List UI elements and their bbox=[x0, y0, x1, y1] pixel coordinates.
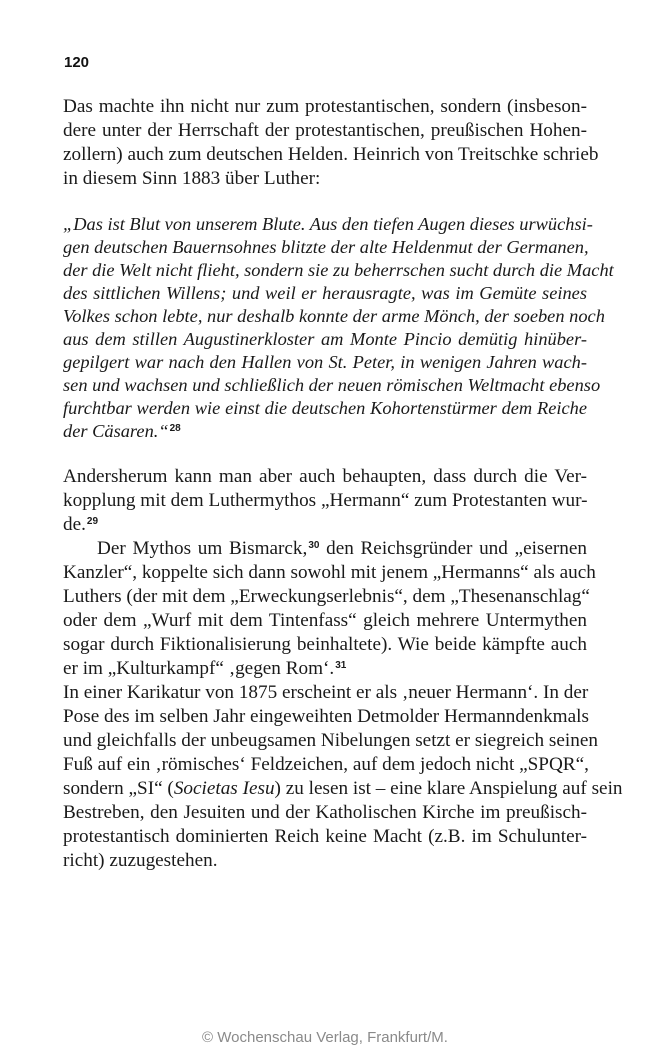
copyright-footer: © Wochenschau Verlag, Frankfurt/M. bbox=[202, 1029, 448, 1046]
body-text-line: kopplung mit dem Luthermythos „Hermann“ zum Protestanten wur- bbox=[63, 490, 588, 511]
body-text-line: protestantisch dominierten Reich keine Macht (z.B. im Schulunter- bbox=[63, 826, 587, 847]
body-text-line: zollern) auch zum deutschen Helden. Heinrich von Treitschke schrieb bbox=[63, 144, 599, 165]
body-text-line: Das machte ihn nicht nur zum protestantischen, sondern (insbeson- bbox=[63, 96, 587, 117]
quote-line: „Das ist Blut von unserem Blute. Aus den tiefen Augen dieses urwüchsi- bbox=[63, 214, 593, 234]
body-text-line: sogar durch Fiktionalisierung beinhaltete). Wie beide kämpfte auch bbox=[63, 634, 587, 655]
quote-line: gepilgert war nach den Hallen von St. Peter, in wenigen Jahren wach- bbox=[63, 352, 587, 372]
body-text-line: Kanzler“, koppelte sich dann sowohl mit jenem „Hermanns“ als auch bbox=[63, 562, 596, 583]
body-text-line: richt) zuzugestehen. bbox=[63, 850, 218, 871]
quote-end-text: der Cäsaren.“ bbox=[63, 421, 169, 441]
body-text-line: Pose des im selben Jahr eingeweihten Detmolder Hermanndenkmals bbox=[63, 706, 589, 727]
quote-line: furchtbar werden wie einst die deutschen Kohortenstürmer dem Reiche bbox=[63, 398, 587, 418]
body-text: sondern „SI“ ( bbox=[63, 778, 174, 799]
quote-line: Volkes schon lebte, nur deshalb konnte der arme Mönch, der soeben noch bbox=[63, 306, 605, 326]
body-text-line: Bestreben, den Jesuiten und der Katholischen Kirche im preußisch- bbox=[63, 802, 587, 823]
body-text: ) zu lesen ist – eine klare Anspielung auf sein bbox=[274, 778, 623, 799]
quote-line: gen deutschen Bauernsohnes blitzte der alte Heldenmut der Germanen, bbox=[63, 237, 589, 257]
body-text-line: Andersherum kann man aber auch behaupten, dass durch die Ver- bbox=[63, 466, 587, 487]
body-text-line bbox=[63, 777, 623, 801]
body-text-line: in diesem Sinn 1883 über Luther: bbox=[63, 168, 321, 189]
body-text: er im „Kulturkampf“ ‚gegen Rom‘. bbox=[63, 658, 335, 679]
quote-line: der die Welt nicht flieht, sondern sie zu beherrschen sucht durch die Macht bbox=[63, 260, 614, 280]
body-text: Der Mythos um Bismarck, bbox=[97, 538, 308, 559]
quote-line bbox=[63, 419, 587, 443]
page-number: 120 bbox=[64, 54, 90, 71]
footnote-ref-29[interactable]: 29 bbox=[86, 516, 99, 527]
body-text-line: dere unter der Herrschaft der protestantischen, preußischen Hohen- bbox=[63, 120, 587, 141]
footnote-ref-31[interactable]: 31 bbox=[335, 660, 347, 671]
body-text-line: Luthers (der mit dem „Erweckungserlebnis“, dem „Thesenanschlag“ bbox=[63, 586, 590, 607]
quote-line: des sittlichen Willens; und weil er herausragte, was im Gemüte seines bbox=[63, 283, 587, 303]
footnote-ref-30[interactable]: 30 bbox=[308, 540, 320, 551]
quote-line: sen und wachsen und schließlich der neuen römischen Weltmacht ebenso bbox=[63, 375, 601, 395]
body-text-line bbox=[63, 513, 587, 537]
quote-line: aus dem stillen Augustinerkloster am Monte Pincio demütig hinüber- bbox=[63, 329, 587, 349]
body-text-line bbox=[63, 657, 587, 681]
footnote-ref-28[interactable]: 28 bbox=[169, 423, 181, 434]
body-text-line: In einer Karikatur von 1875 erscheint er als ‚neuer Hermann‘. In der bbox=[63, 682, 589, 703]
body-text: de. bbox=[63, 514, 86, 535]
body-text: den Reichsgründer und „eisernen bbox=[319, 538, 587, 559]
body-text-line bbox=[63, 537, 587, 561]
body-text-line: oder dem „Wurf mit dem Tintenfass“ gleich mehrere Untermythen bbox=[63, 610, 587, 631]
body-text-line: und gleichfalls der unbeugsamen Nibelungen setzt er siegreich seinen bbox=[63, 730, 598, 751]
emphasis-text: Societas Iesu bbox=[173, 778, 275, 799]
body-text-line: Fuß auf ein ‚römisches‘ Feldzeichen, auf dem jedoch nicht „SPQR“, bbox=[63, 754, 589, 775]
